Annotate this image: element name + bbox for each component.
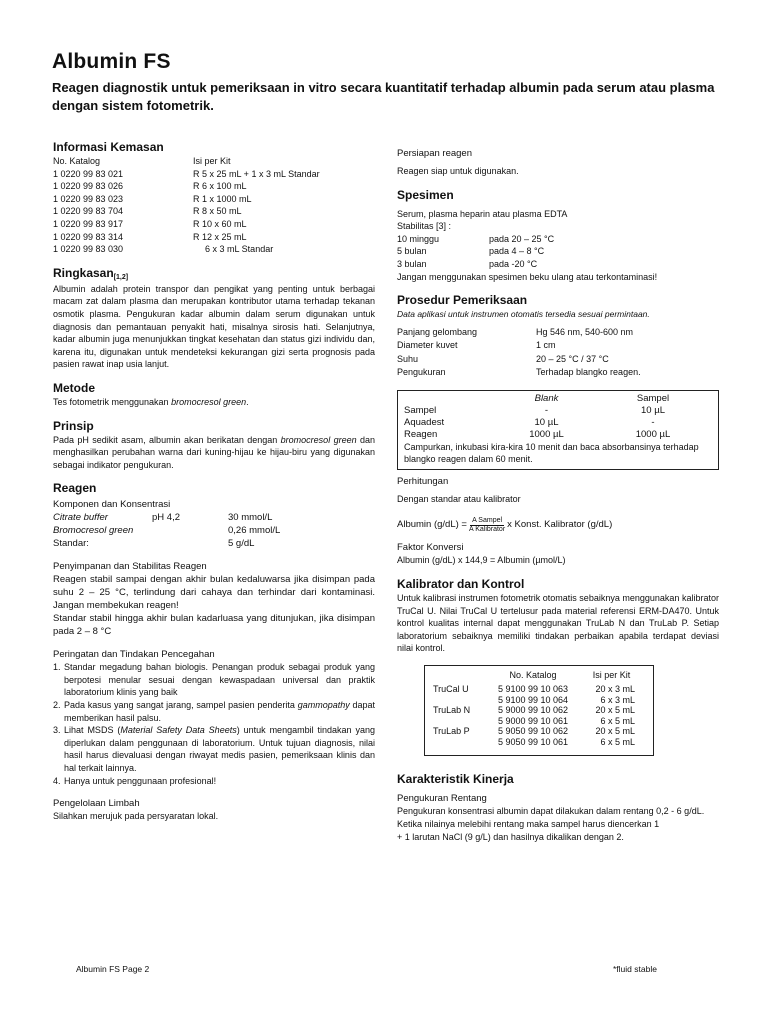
kemasan-row — [53, 243, 375, 256]
kalibrator-text: Untuk kalibrasi instrumen fotometrik otomatis sebaiknya menggunakan kalibrator TruCal U. Nilai TruCal U tertelusur pada material referensi ERM-DA470. Untuk kontrol kualitas internal dapat menggunakan TruLab N dan TruLab P. Setiap laboratorium sebaiknya memiliki tindakan perbaikan apabila terdapat deviasi nilai kontrol. — [397, 592, 719, 654]
prosedur-param-label: Pengukuran — [397, 367, 446, 378]
box-row-label: Sampel — [404, 404, 437, 416]
warning-number: 4. — [53, 775, 61, 786]
kalibrator-name — [433, 716, 488, 727]
kemasan-heading: Informasi Kemasan — [53, 140, 164, 154]
komponen-row — [53, 511, 375, 524]
prosedur-param-row — [397, 366, 719, 380]
box-row-value: - — [544, 404, 549, 416]
stabilitas-suhu: pada 4 – 8 °C — [489, 246, 545, 257]
warning-text-italic: gammopathy — [297, 700, 350, 711]
warning-list — [53, 661, 375, 787]
box-row-value: - — [651, 416, 655, 428]
kalibrator-katalog: 5 9050 99 10 062 — [497, 726, 569, 737]
kemasan-katalog: 1 0220 99 83 917 — [53, 218, 124, 229]
ringkasan-ref: [1,2] — [113, 273, 129, 281]
kemasan-isi: R 8 x 50 mL — [193, 206, 242, 217]
prosedur-heading: Prosedur Pemeriksaan — [397, 293, 528, 308]
kalibrator-katalog: 5 9100 99 10 063 — [497, 684, 569, 695]
kalibrator-name: TruLab N — [433, 705, 471, 716]
faktor-label: Faktor Konversi — [397, 542, 464, 554]
waste-label: Pengelolaan Limbah — [53, 798, 140, 810]
warning-text-b: dapat memberikan hasil palsu. — [64, 700, 375, 723]
box-row — [404, 429, 712, 441]
kemasan-isi: R 10 x 60 mL — [193, 218, 247, 229]
prosedur-param-value: 1 cm — [536, 340, 556, 351]
warning-item — [53, 661, 375, 699]
kemasan-row — [53, 231, 375, 244]
kemasan-katalog: 1 0220 99 83 021 — [53, 168, 124, 179]
rentang-text-2: + 1 larutan NaCl (9 g/L) dan hasilnya dikalikan dengan 2. — [397, 831, 624, 842]
persiapan-label: Persiapan reagen — [397, 148, 472, 159]
warning-text-a: Hanya untuk penggunaan profesional! — [64, 775, 217, 786]
kal-col-isi: Isi per Kit — [592, 669, 631, 680]
prosedur-param-value: 20 – 25 °C / 37 °C — [536, 353, 609, 364]
kalibrator-katalog: 5 9000 99 10 062 — [497, 705, 569, 716]
kemasan-table — [53, 168, 375, 256]
faktor-text: Albumin (g/dL) x 144,9 = Albumin (µmol/L) — [397, 555, 566, 566]
komponen-name: Standar: — [53, 538, 89, 550]
kemasan-isi: 6 x 3 mL Standar — [205, 244, 274, 255]
kalibrator-row — [433, 726, 645, 737]
box-row — [404, 405, 712, 417]
kemasan-isi: R 12 x 25 mL — [193, 231, 247, 242]
kemasan-katalog: 1 0220 99 83 026 — [53, 181, 124, 192]
kemasan-isi: R 5 x 25 mL + 1 x 3 mL Standar — [193, 168, 320, 179]
kalibrator-row — [433, 737, 645, 748]
footer-page-label: Albumin FS Page 2 — [76, 964, 150, 974]
warning-item — [53, 775, 375, 788]
kalibrator-row — [433, 684, 645, 695]
kemasan-katalog: 1 0220 99 83 704 — [53, 206, 124, 217]
warning-text — [64, 699, 375, 724]
kalibrator-isi: 6 x 5 mL — [600, 715, 635, 726]
kemasan-katalog: 1 0220 99 83 314 — [53, 231, 124, 242]
formula-fraction — [469, 517, 505, 534]
prosedur-param-row — [397, 326, 719, 340]
right-column — [397, 147, 719, 843]
stabilitas-row — [397, 258, 719, 271]
warning-item — [53, 724, 375, 774]
formula — [397, 511, 719, 539]
box-row-value: 10 µL — [641, 404, 665, 416]
metode-text-a: Tes fotometrik menggunakan — [53, 396, 172, 407]
kalibrator-katalog: 5 9000 99 10 061 — [497, 715, 569, 726]
formula-right: x Konst. Kalibrator (g/dL) — [507, 519, 613, 531]
prinsip-heading: Prinsip — [53, 418, 94, 433]
warning-text — [64, 775, 375, 788]
metode-text-b: . — [246, 396, 249, 407]
kemasan-katalog: 1 0220 99 83 030 — [53, 244, 124, 255]
page-subtitle: Reagen diagnostik untuk pemeriksaan in vitro secara kuantitatif terhadap albumin pada serum atau plasma dengan sistem fotometrik. — [52, 80, 715, 113]
kalibrator-isi: 20 x 3 mL — [595, 684, 635, 695]
kalibrator-row — [433, 716, 645, 727]
warning-text-a: Lihat MSDS ( — [64, 725, 121, 736]
box-row — [404, 417, 712, 429]
kemasan-isi: R 1 x 1000 mL — [193, 193, 252, 204]
warning-label: Peringatan dan Tindakan Pencegahan — [53, 649, 215, 661]
formula-numerator: A Sampel — [472, 516, 503, 524]
komponen-ph — [152, 537, 228, 550]
prosedur-param-label: Diameter kuvet — [397, 340, 458, 351]
warning-text — [64, 724, 375, 774]
prinsip-text-b: dan menghasilkan perubahan warna dari kuning-hijau ke hijau-biru yang digunakan sebagai indikator pengukuran. — [53, 434, 375, 470]
prosedur-param-label: Panjang gelombang — [397, 326, 478, 337]
formula-denominator: A Kalibrator — [468, 525, 506, 533]
kemasan-row — [53, 193, 375, 206]
perhitungan-label: Perhitungan — [397, 475, 449, 487]
kemasan-row — [53, 205, 375, 218]
kemasan-row — [53, 218, 375, 231]
left-column — [53, 140, 375, 823]
prinsip-text-a: Pada pH sedikit asam, albumin akan berikatan dengan — [53, 434, 281, 445]
prinsip-text-italic: bromocresol green — [280, 434, 357, 445]
box-col-sampel: Sampel — [636, 392, 670, 404]
komponen-table — [53, 511, 375, 550]
formula-left: Albumin (g/dL) = — [397, 519, 467, 531]
ringkasan-heading — [53, 266, 375, 283]
stabilitas-table — [397, 233, 719, 271]
stabilitas-suhu: pada -20 °C — [489, 258, 538, 269]
prosedur-param-row — [397, 353, 719, 367]
komponen-ph — [152, 524, 228, 537]
kemasan-row — [53, 168, 375, 181]
kalibrator-isi: 6 x 3 mL — [600, 694, 635, 705]
prosedur-box-table — [404, 393, 712, 441]
kalibrator-name: TruCal U — [433, 684, 469, 695]
kalibrator-heading: Kalibrator dan Kontrol — [397, 576, 525, 591]
kemasan-header-row — [53, 155, 375, 168]
box-note: Campurkan, inkubasi kira-kira 10 menit dan baca absorbansinya terhadap blangko reagen dalam 60 menit. — [404, 441, 699, 464]
warning-number: 1. — [53, 662, 61, 673]
warning-number: 3. — [53, 725, 61, 736]
ringkasan-heading-text: Ringkasan — [53, 265, 114, 280]
stabilitas-durasi: 5 bulan — [397, 246, 427, 257]
kalibrator-name: TruLab P — [433, 726, 470, 737]
kalibrator-isi: 20 x 5 mL — [595, 705, 635, 716]
ringkasan-text: Albumin adalah protein transpor dan pengikat yang penting untuk berbagai macam zat dalam plasma dan merupakan kontributor utama terhadap tekanan osmotik plasma. Pengukuran kadar albumin dalam serum digunakan untuk diagnosis dan pemantauan penyakit hati, misalnya sirosis hati. Selanjutnya, kadar albumin juga menunjukkan tingkat kesehatan dan status gizi individu dan, karena itu, digunakan untuk mendeteksi kekurangan gizi serta prognosis pada pasien rawat inap usia lanjut. — [53, 283, 375, 370]
box-row-label: Reagen — [404, 428, 438, 440]
stabilitas-row — [397, 245, 719, 258]
prosedur-params — [397, 326, 719, 380]
footer-note: *fluid stable — [613, 964, 657, 974]
storage-text-2: Standar stabil hingga akhir bulan kadarluasa yang ditunjukan, jika disimpan pada 2 – 8 °C — [53, 613, 375, 638]
box-row-value: 1000 µL — [529, 428, 564, 440]
warning-text-a: Standar megadung bahan biologis. Penangan produk sebagai produk yang berpotesi menular sesuai dengan kewaspadaan universal dan praktik laboratorium klinis yang baik — [64, 662, 375, 698]
prosedur-param-row — [397, 339, 719, 353]
spesimen-warning: Jangan menggunakan spesimen beku ulang atau terkontaminasi! — [397, 271, 658, 282]
kalibrator-box — [424, 665, 654, 757]
stabilitas-label: Stabilitas [3] : — [397, 221, 452, 232]
kemasan-row — [53, 180, 375, 193]
komponen-value: 5 g/dL — [228, 538, 255, 550]
kalibrator-row — [433, 705, 645, 716]
prosedur-note: Data aplikasi untuk instrumen otomatis tersedia sesuai permintaan. — [397, 309, 650, 320]
kemasan-katalog: 1 0220 99 83 023 — [53, 193, 124, 204]
komponen-value: 0,26 mmol/L — [228, 525, 281, 537]
metode-text-italic: bromocresol green — [171, 396, 247, 407]
prinsip-text — [53, 434, 375, 472]
warning-text-a: Pada kasus yang sangat jarang, sampel pasien penderita — [64, 700, 298, 711]
kalibrator-row — [433, 695, 645, 706]
stabilitas-row — [397, 233, 719, 246]
prosedur-param-value: Terhadap blangko reagen. — [536, 367, 641, 378]
metode-text — [53, 396, 375, 409]
box-row-value: 1000 µL — [635, 428, 671, 440]
metode-heading: Metode — [53, 380, 95, 395]
kemasan-col-katalog: No. Katalog — [53, 156, 101, 166]
prosedur-box — [397, 390, 719, 470]
komponen-ph: pH 4,2 — [152, 512, 180, 524]
kal-col-katalog: No. Katalog — [509, 669, 557, 680]
warning-text-italic: Material Safety Data Sheets — [120, 725, 237, 736]
kalibrator-name — [433, 695, 488, 706]
kalibrator-katalog: 5 9050 99 10 061 — [497, 736, 569, 747]
warning-number: 2. — [53, 700, 61, 711]
kemasan-isi: R 6 x 100 mL — [193, 181, 247, 192]
komponen-row — [53, 524, 375, 537]
komponen-name: Citrate buffer — [53, 512, 108, 524]
kalibrator-isi: 6 x 5 mL — [600, 736, 635, 747]
box-row-label: Aquadest — [404, 416, 445, 428]
box-row-value: 10 µL — [534, 416, 559, 428]
rentang-text: Pengukuran konsentrasi albumin dapat dilakukan dalam rentang 0,2 - 6 g/dL. Ketika nilainya melebihi rentang maka sampel harus diencerkan 1 — [397, 806, 705, 829]
spesimen-text: Serum, plasma heparin atau plasma EDTA — [397, 208, 568, 219]
spesimen-heading: Spesimen — [397, 187, 454, 202]
komponen-value: 30 mmol/L — [228, 512, 273, 524]
komponen-label: Komponen dan Konsentrasi — [53, 499, 171, 511]
kemasan-col-isi: Isi per Kit — [193, 156, 231, 166]
storage-text-1: Reagen stabil sampai dengan akhir bulan kedaluwarsa jika disimpan pada suhu 2 – 25 °C, terlindung dari cahaya dan terhindar dari kontaminasi. Jangan membekukan reagen! — [53, 574, 375, 612]
page-title: Albumin FS — [52, 50, 171, 73]
storage-label: Penyimpanan dan Stabilitas Reagen — [53, 561, 207, 573]
warning-text-b: ) untuk mengambil tindakan yang diperlukan dalam penggunaan di laboratorium. Untuk tujuan diagnosis, nilai hasil harus dievaluasi dengan riwayat medis pasien, pemeriksaan klinis dan hal terkait lainnya. — [64, 725, 375, 774]
stabilitas-suhu: pada 20 – 25 °C — [489, 233, 555, 244]
perhitungan-text: Dengan standar atau kalibrator — [397, 493, 521, 504]
stabilitas-durasi: 10 minggu — [397, 233, 440, 244]
prosedur-param-value: Hg 546 nm, 540-600 nm — [536, 326, 634, 337]
prosedur-param-label: Suhu — [397, 353, 419, 364]
kalibrator-isi: 20 x 5 mL — [595, 726, 635, 737]
reagen-heading: Reagen — [53, 481, 97, 496]
box-col-blank: Blank — [534, 392, 559, 404]
kalibrator-katalog: 5 9100 99 10 064 — [497, 694, 569, 705]
kalibrator-table — [433, 670, 645, 748]
kinerja-heading: Karakteristik Kinerja — [397, 772, 514, 787]
waste-text: Silahkan merujuk pada persyaratan lokal. — [53, 811, 219, 822]
warning-text — [64, 661, 375, 699]
warning-item — [53, 699, 375, 724]
kalibrator-name — [433, 737, 488, 748]
persiapan-text: Reagen siap untuk digunakan. — [397, 166, 519, 176]
komponen-name: Bromocresol green — [53, 525, 134, 537]
stabilitas-durasi: 3 bulan — [397, 258, 427, 269]
rentang-label: Pengukuran Rentang — [397, 793, 487, 805]
komponen-row — [53, 537, 375, 550]
